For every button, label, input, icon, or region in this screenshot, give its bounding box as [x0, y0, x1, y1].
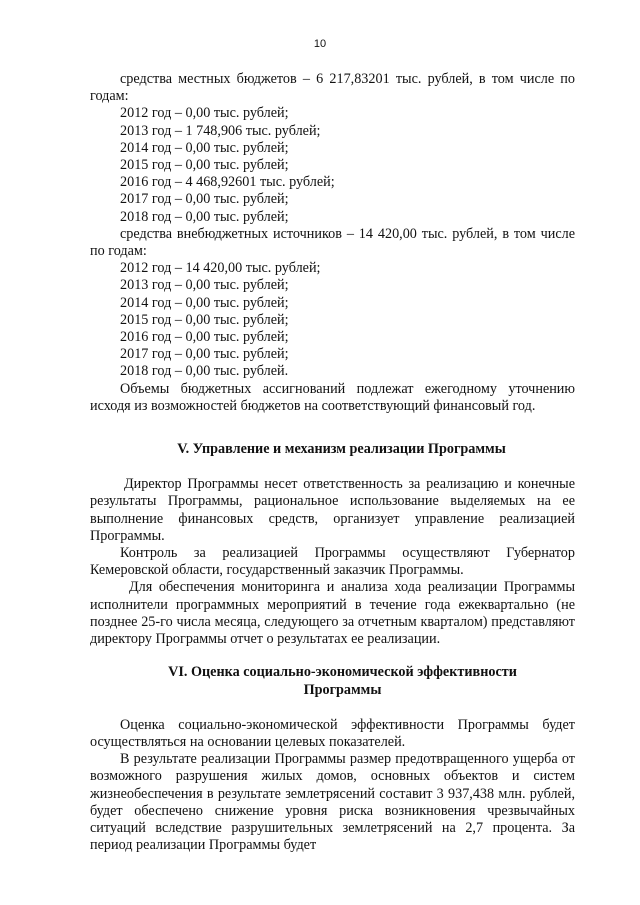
- section-6-paragraph: В результате реализации Программы размер предотвращенного ущерба от возможного разрушения жилых домов, основных объектов и систем жизнеобеспечения в результате землетрясений составит 3 937,438 млн. рублей, будет обеспечено снижение уровня риска возникновения чрезвычайных ситуаций вследствие разрушительных землетрясений на 2,7 процента. За период реализации Программы будет: [90, 751, 575, 854]
- local-year-2012: 2012 год – 0,00 тыс. рублей;: [120, 105, 289, 122]
- extra-year-2017: 2017 год – 0,00 тыс. рублей;: [120, 346, 289, 363]
- section-6-heading-line: VI. Оценка социально-экономической эффективности: [168, 664, 517, 681]
- extrabudget-line: средства внебюджетных источников – 14 420,00 тыс. рублей, в том числе по годам:: [90, 225, 575, 260]
- section-5-paragraph: Директор Программы несет ответственность за реализацию и конечные результаты Программы, рациональное использование выделяемых на ее выполнение финансовых средств, организует управление реализацией Программы.: [90, 476, 575, 544]
- extra-year-2018: 2018 год – 0,00 тыс. рублей.: [120, 363, 289, 380]
- section-6-heading-line: Программы: [303, 681, 382, 698]
- extra-year-2012: 2012 год – 14 420,00 тыс. рублей;: [120, 260, 321, 277]
- local-year-2014: 2014 год – 0,00 тыс. рублей;: [120, 139, 289, 156]
- local-year-2018: 2018 год – 0,00 тыс. рублей;: [120, 208, 289, 225]
- funding-note: Объемы бюджетных ассигнований подлежат ежегодному уточнению исходя из возможностей бюджетов на соответствующий финансовый год.: [90, 380, 575, 414]
- extra-year-2015: 2015 год – 0,00 тыс. рублей;: [120, 311, 289, 328]
- extra-year-2016: 2016 год – 0,00 тыс. рублей;: [120, 329, 289, 346]
- page-number: 10: [313, 38, 327, 50]
- section-6-heading: [90, 664, 575, 698]
- local-budget-line: средства местных бюджетов – 6 217,83201 тыс. рублей, в том числе по годам:: [90, 71, 575, 105]
- local-year-2017: 2017 год – 0,00 тыс. рублей;: [120, 191, 289, 208]
- extra-year-2013: 2013 год – 0,00 тыс. рублей;: [120, 277, 289, 294]
- section-5-paragraph: Для обеспечения мониторинга и анализа хода реализации Программы исполнители программных мероприятий в течение года ежеквартально (не позднее 25-го числа месяца, следующего за отчетным кварталом) представляют директору Программы отчет о результатах ее реализации.: [90, 579, 575, 648]
- section-5-paragraph: Контроль за реализацией Программы осуществляют Губернатор Кемеровской области, государственный заказчик Программы.: [90, 545, 575, 579]
- local-year-2015: 2015 год – 0,00 тыс. рублей;: [120, 157, 289, 174]
- local-year-2016: 2016 год – 4 468,92601 тыс. рублей;: [120, 174, 335, 191]
- extra-year-2014: 2014 год – 0,00 тыс. рублей;: [120, 294, 289, 311]
- section-6-paragraph: Оценка социально-экономической эффективности Программы будет осуществляться на основании целевых показателей.: [90, 716, 575, 750]
- page-content: [90, 71, 575, 854]
- section-5-heading: V. Управление и механизм реализации Программы: [177, 441, 506, 458]
- local-year-2013: 2013 год – 1 748,906 тыс. рублей;: [120, 122, 321, 139]
